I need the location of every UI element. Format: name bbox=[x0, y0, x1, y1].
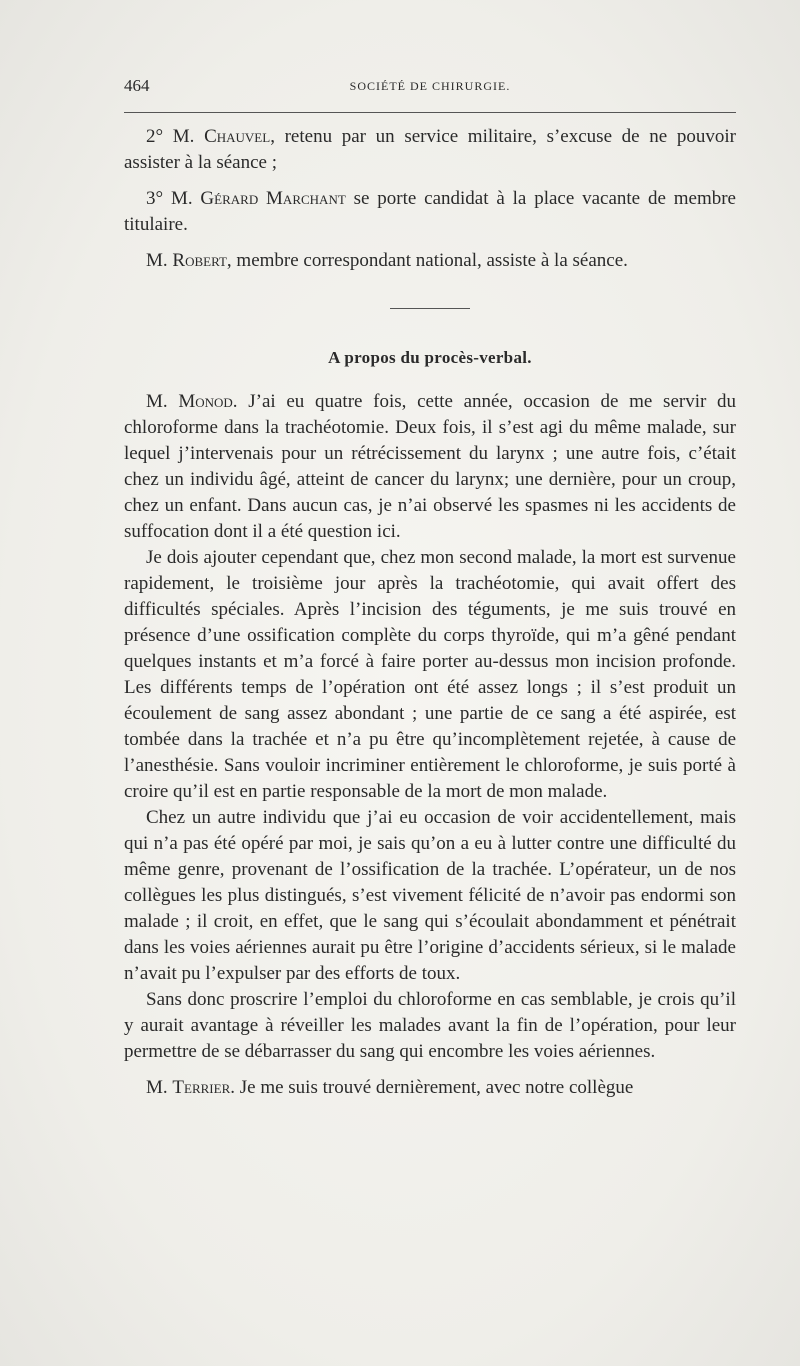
person-name: Chauvel bbox=[204, 126, 271, 147]
section-separator bbox=[390, 308, 470, 309]
paragraph-prefix: 3° M. bbox=[146, 188, 201, 209]
person-name: Monod bbox=[178, 391, 233, 412]
spacer bbox=[124, 1065, 736, 1075]
page-number: 464 bbox=[124, 76, 150, 95]
paragraph-prefix: 2° M. bbox=[146, 126, 205, 147]
paragraph-prefix: M. bbox=[146, 1077, 173, 1098]
person-name: Gérard Marchant bbox=[200, 188, 346, 209]
paragraph-text: , retenu par un service militaire, s’excuse de ne pouvoir assister à la séance ; bbox=[124, 126, 736, 173]
paragraph: Je dois ajouter cependant que, chez mon second malade, la mort est survenue rapidement, le troisième jour après la trachéotomie, qui avait offert des difficultés spéciales. Après l’incision des téguments, je me suis trouvé en présence d’une ossification complète du corps thyroïde, qui m’a gêné pendant quelques instants et m’a forcé à faire porter au-dessus mon incision profonde. Les différents temps de l’opération ont été assez longs ; il s’est produit un écoulement de sang assez abondant ; une partie de ce sang a été aspirée, est tombée dans la trachée et n’a pu être qu’incomplètement rejetée, à cause de l’anesthésie. Sans vouloir incriminer entièrement le chloroforme, je suis porté à croire qu’il est en partie responsable de la mort de mon malade. bbox=[124, 547, 736, 802]
paragraph-text: . J’ai eu quatre fois, cette année, occasion de me servir du chloroforme dans la trachéotomie. Deux fois, il s’est agi du même malade, sur lequel j’intervenais pour un rétrécissement du larynx ; une autre fois, c’était chez un individu âgé, atteint de cancer du larynx; une dernière, pour un croup, chez un enfant. Dans aucun cas, je n’ai observé les spasmes ni les accidents de suffocation dont il a été question ici. bbox=[124, 391, 736, 542]
paragraph-prefix: M. bbox=[146, 391, 179, 412]
paragraph: Chez un autre individu que j’ai eu occasion de voir accidentellement, mais qui n’a pas été opéré par moi, je sais qu’on a eu à lutter contre une difficulté du même genre, provenant de l’ossification de la trachée. L’opérateur, un de nos collègues les plus distingués, s’est vivement félicité de n’avoir pas endormi son malade ; il croit, en effet, que le sang qui s’écoulait abondamment et pénétrait dans les voies aériennes aurait pu être l’origine d’accidents sérieux, si le malade n’avait pu l’expulser par des efforts de toux. bbox=[124, 807, 736, 984]
spacer bbox=[124, 238, 736, 248]
section-title: A propos du procès-verbal. bbox=[328, 348, 532, 367]
spacer bbox=[124, 176, 736, 186]
paragraph bbox=[124, 124, 736, 176]
running-head: SOCIÉTÉ DE CHIRURGIE. bbox=[349, 79, 511, 93]
paragraph-text: , membre correspondant national, assiste à la séance. bbox=[226, 250, 628, 271]
paragraph bbox=[124, 1075, 736, 1101]
person-name: Robert bbox=[172, 250, 227, 271]
paragraph-text: se porte candidat à la place vacante de membre titulaire. bbox=[124, 188, 736, 235]
person-name: Terrier bbox=[172, 1077, 231, 1098]
paragraph bbox=[124, 186, 736, 238]
paragraph-text: . Je me suis trouvé dernièrement, avec notre collègue bbox=[230, 1077, 634, 1098]
paragraph bbox=[124, 389, 736, 545]
header-rule bbox=[124, 112, 736, 113]
page-header bbox=[124, 76, 736, 100]
paragraph-prefix: M. bbox=[146, 250, 173, 271]
paragraph bbox=[124, 248, 736, 274]
body-text bbox=[124, 124, 736, 1101]
paragraph: Sans donc proscrire l’emploi du chloroforme en cas semblable, je crois qu’il y aurait avantage à réveiller les malades avant la fin de l’opération, pour leur permettre de se débarrasser du sang qui encombre les voies aériennes. bbox=[124, 989, 736, 1062]
